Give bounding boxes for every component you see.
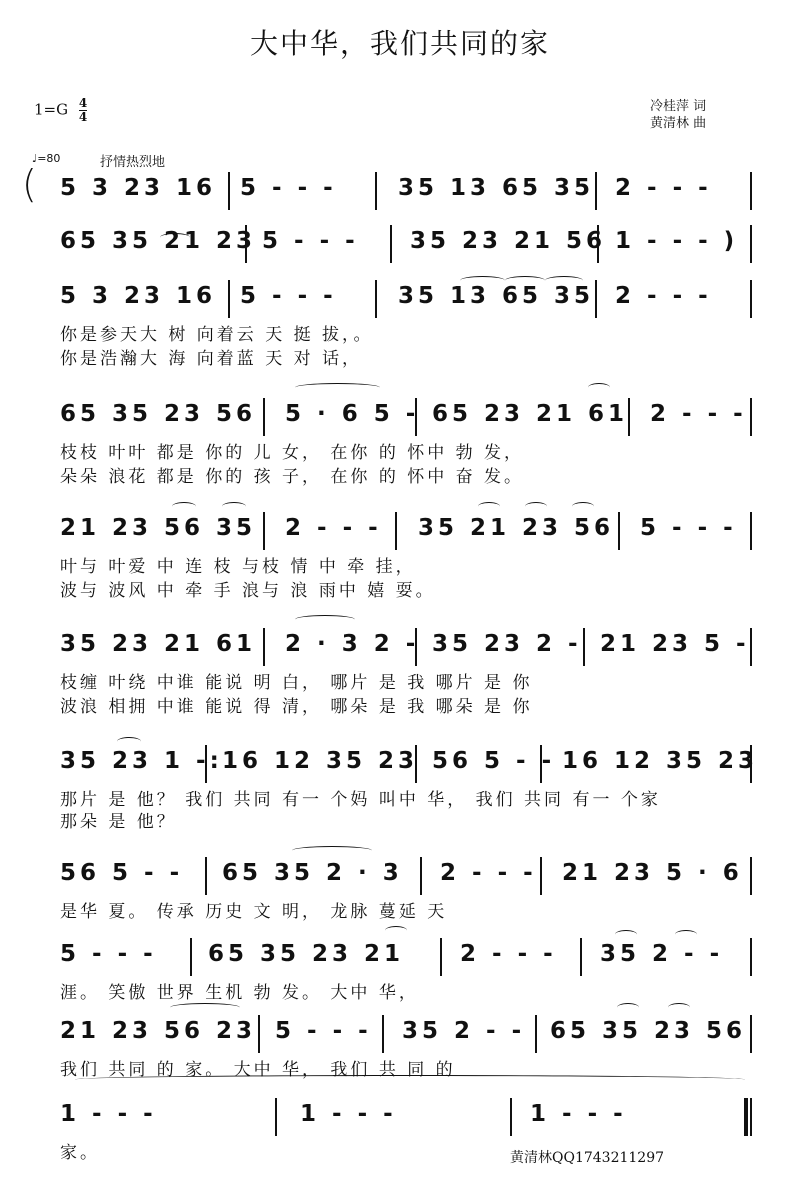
slur xyxy=(295,383,380,392)
measure xyxy=(222,747,418,783)
barline xyxy=(750,857,752,895)
final-barline xyxy=(744,1098,748,1136)
jianpu-notes: 65 35 2 · 3 xyxy=(222,860,403,886)
barline xyxy=(420,857,422,895)
barline xyxy=(595,172,597,210)
barline xyxy=(390,225,392,263)
barline xyxy=(440,938,442,976)
barline xyxy=(750,172,752,210)
jianpu-notes: 1 - - - xyxy=(60,1101,157,1127)
barline xyxy=(618,512,620,550)
barline xyxy=(228,280,230,318)
jianpu-notes: 1 - - - xyxy=(530,1101,627,1127)
barline xyxy=(750,225,752,263)
measure xyxy=(410,227,606,263)
watermark: 黄清林QQ1743211297 xyxy=(510,1150,665,1166)
jianpu-notes: 2 - - - xyxy=(650,401,747,427)
jianpu-notes: 5 3 23 16 xyxy=(60,175,217,201)
measure xyxy=(262,227,359,263)
lyric-line: 我们 共同 的 家。 大中 华， 我们 共 同 的 xyxy=(60,1060,456,1080)
jianpu-notes: 21 23 5 · 6 xyxy=(562,860,743,886)
slur xyxy=(170,1003,240,1012)
measure xyxy=(60,1017,256,1053)
measure xyxy=(285,514,382,550)
measure xyxy=(60,227,256,263)
jianpu-notes: 2 · 3 2 - xyxy=(285,631,420,657)
tempo-marking: ♩=80 xyxy=(32,152,61,165)
repeat-paren: ( xyxy=(22,162,37,206)
measure xyxy=(60,514,256,550)
jianpu-notes: 5 · 6 5 - xyxy=(285,401,420,427)
slur xyxy=(222,502,246,511)
lyricist: 冷桂萍 词 xyxy=(650,99,707,114)
lyric-line: 叶与 叶爱 中 连 枝 与枝 情 中 牵 挂， xyxy=(60,557,416,577)
jianpu-notes: 21 23 5 - xyxy=(600,631,750,657)
jianpu-notes: 35 13 65 35 xyxy=(398,283,595,309)
measure xyxy=(432,747,555,783)
measure xyxy=(300,1100,397,1136)
lyric-line: 是华 夏。 传承 历史 文 明， 龙脉 蔓延 天 xyxy=(60,902,448,922)
measure xyxy=(600,940,723,976)
slur xyxy=(172,502,196,511)
jianpu-notes: 2 - - - xyxy=(615,175,712,201)
jianpu-notes: 16 12 35 23 xyxy=(562,748,759,774)
jianpu-notes: 35 23 1 -: xyxy=(60,748,223,774)
jianpu-notes: 5 3 23 16 xyxy=(60,283,217,309)
barline xyxy=(228,172,230,210)
jianpu-notes: 65 35 23 21 xyxy=(208,941,405,967)
measure xyxy=(615,174,712,210)
barline xyxy=(540,857,542,895)
key-signature xyxy=(34,97,87,124)
measure xyxy=(550,1017,746,1053)
barline xyxy=(382,1015,384,1053)
slur xyxy=(545,276,583,285)
jianpu-notes: 5 - - - xyxy=(262,228,359,254)
barline xyxy=(510,1098,512,1136)
barline xyxy=(375,280,377,318)
lyric-line: 朵朵 浪花 都是 你的 孩 子， 在你 的 怀中 奋 发。 xyxy=(60,467,525,487)
measure xyxy=(60,747,223,783)
slur xyxy=(525,502,547,511)
jianpu-notes: 2 - - - xyxy=(440,860,537,886)
measure xyxy=(432,400,628,436)
measure xyxy=(240,174,337,210)
slur xyxy=(75,1075,745,1084)
jianpu-notes: 65 35 23 56 xyxy=(550,1018,747,1044)
lyric-line: 你是参天大 树 向着云 天 挺 拔，。 xyxy=(60,325,374,345)
jianpu-notes: 5 - - - xyxy=(640,515,737,541)
measure xyxy=(60,400,256,436)
barline xyxy=(580,938,582,976)
slur xyxy=(292,846,372,855)
jianpu-notes: 2 - - - xyxy=(460,941,557,967)
measure xyxy=(60,1100,157,1136)
jianpu-notes: 35 21 23 56 xyxy=(418,515,615,541)
barline xyxy=(628,398,630,436)
jianpu-notes: 35 23 21 61 xyxy=(60,631,257,657)
jianpu-notes: 56 5 - - xyxy=(60,860,184,886)
jianpu-notes: 5 - - - xyxy=(240,283,337,309)
slur xyxy=(160,233,190,242)
measure xyxy=(615,227,738,263)
slur xyxy=(295,615,355,624)
slur xyxy=(615,930,637,939)
measure xyxy=(460,940,557,976)
lyric-line: 那朵 是 他？ xyxy=(60,812,177,832)
barline xyxy=(583,628,585,666)
measure xyxy=(285,400,419,436)
jianpu-notes: 35 13 65 35 xyxy=(398,175,595,201)
jianpu-notes: 1 - - - xyxy=(300,1101,397,1127)
barline xyxy=(595,280,597,318)
barline xyxy=(750,512,752,550)
barline xyxy=(205,857,207,895)
slur xyxy=(617,1003,639,1012)
barline xyxy=(750,280,752,318)
jianpu-notes: 65 23 21 61 xyxy=(432,401,629,427)
slur xyxy=(572,502,594,511)
lyric-line: 枝枝 叶叶 都是 你的 儿 女， 在你 的 怀中 勃 发， xyxy=(60,443,525,463)
barline xyxy=(275,1098,277,1136)
measure xyxy=(60,174,216,210)
lyric-line: 涯。 笑傲 世界 生机 勃 发。 大中 华， xyxy=(60,983,419,1003)
jianpu-notes: 1 - - - ) xyxy=(615,228,739,254)
credits xyxy=(650,98,706,132)
measure xyxy=(530,1100,627,1136)
measure xyxy=(222,859,403,895)
time-top: 4 xyxy=(78,96,88,110)
measure xyxy=(398,174,594,210)
lyric-line: 波与 波风 中 牵 手 浪与 浪 雨中 嬉 耍。 xyxy=(60,581,436,601)
lyric-line: 枝缠 叶绕 中谁 能说 明 白， 哪片 是 我 哪片 是 你 xyxy=(60,673,533,693)
jianpu-notes: 2 - - - xyxy=(285,515,382,541)
measure xyxy=(240,282,337,318)
jianpu-notes: 35 2 - - xyxy=(402,1018,526,1044)
jianpu-notes: 16 12 35 23 xyxy=(222,748,419,774)
barline xyxy=(190,938,192,976)
lyric-line: 你是浩瀚大 海 向着蓝 天 对 话， xyxy=(60,349,363,369)
measure xyxy=(208,940,404,976)
slur xyxy=(675,930,697,939)
measure xyxy=(398,282,594,318)
measure xyxy=(600,630,750,666)
barline xyxy=(750,938,752,976)
slur xyxy=(478,502,500,511)
expression-marking: 抒情热烈地 xyxy=(100,155,166,170)
slur xyxy=(588,383,610,392)
slur xyxy=(117,737,141,746)
barline xyxy=(263,512,265,550)
barline xyxy=(750,1015,752,1053)
key-label: 1=G xyxy=(34,100,69,119)
measure xyxy=(650,400,747,436)
measure xyxy=(60,940,157,976)
lyric-line: 家。 xyxy=(60,1143,100,1163)
jianpu-notes: 5 - - - xyxy=(60,941,157,967)
measure xyxy=(60,630,256,666)
barline xyxy=(750,1098,752,1136)
barline xyxy=(375,172,377,210)
time-signature xyxy=(79,97,87,124)
measure xyxy=(285,630,419,666)
jianpu-notes: 21 23 56 35 xyxy=(60,515,257,541)
lyric-line: 波浪 相拥 中谁 能说 得 清， 哪朵 是 我 哪朵 是 你 xyxy=(60,697,533,717)
song-title: 大中华，我们共同的家 xyxy=(249,27,550,60)
measure xyxy=(60,859,183,895)
slur xyxy=(460,276,505,285)
jianpu-notes: 35 23 2 - xyxy=(432,631,582,657)
barline xyxy=(535,1015,537,1053)
jianpu-notes: 35 2 - - xyxy=(600,941,724,967)
measure xyxy=(562,747,758,783)
measure xyxy=(432,630,582,666)
jianpu-notes: 35 23 21 56 xyxy=(410,228,607,254)
composer: 黄清林 曲 xyxy=(650,116,707,131)
measure xyxy=(562,859,743,895)
measure xyxy=(615,282,712,318)
jianpu-notes: 65 35 21 23 xyxy=(60,228,257,254)
jianpu-notes: 56 5 - - xyxy=(432,748,556,774)
measure xyxy=(60,282,216,318)
barline xyxy=(263,398,265,436)
jianpu-notes: 5 - - - xyxy=(240,175,337,201)
barline xyxy=(750,398,752,436)
measure xyxy=(402,1017,525,1053)
measure xyxy=(275,1017,372,1053)
barline xyxy=(263,628,265,666)
slur xyxy=(505,276,545,285)
slur xyxy=(668,1003,690,1012)
measure xyxy=(418,514,614,550)
barline xyxy=(395,512,397,550)
jianpu-notes: 5 - - - xyxy=(275,1018,372,1044)
slur xyxy=(385,926,407,935)
lyric-line: 那片 是 他？ 我们 共同 有一 个妈 叫中 华， 我们 共同 有一 个家 xyxy=(60,790,661,810)
barline xyxy=(258,1015,260,1053)
barline xyxy=(750,628,752,666)
jianpu-notes: 2 - - - xyxy=(615,283,712,309)
measure xyxy=(640,514,737,550)
measure xyxy=(440,859,537,895)
time-bottom: 4 xyxy=(78,110,88,124)
jianpu-notes: 21 23 56 23 xyxy=(60,1018,257,1044)
jianpu-notes: 65 35 23 56 xyxy=(60,401,257,427)
